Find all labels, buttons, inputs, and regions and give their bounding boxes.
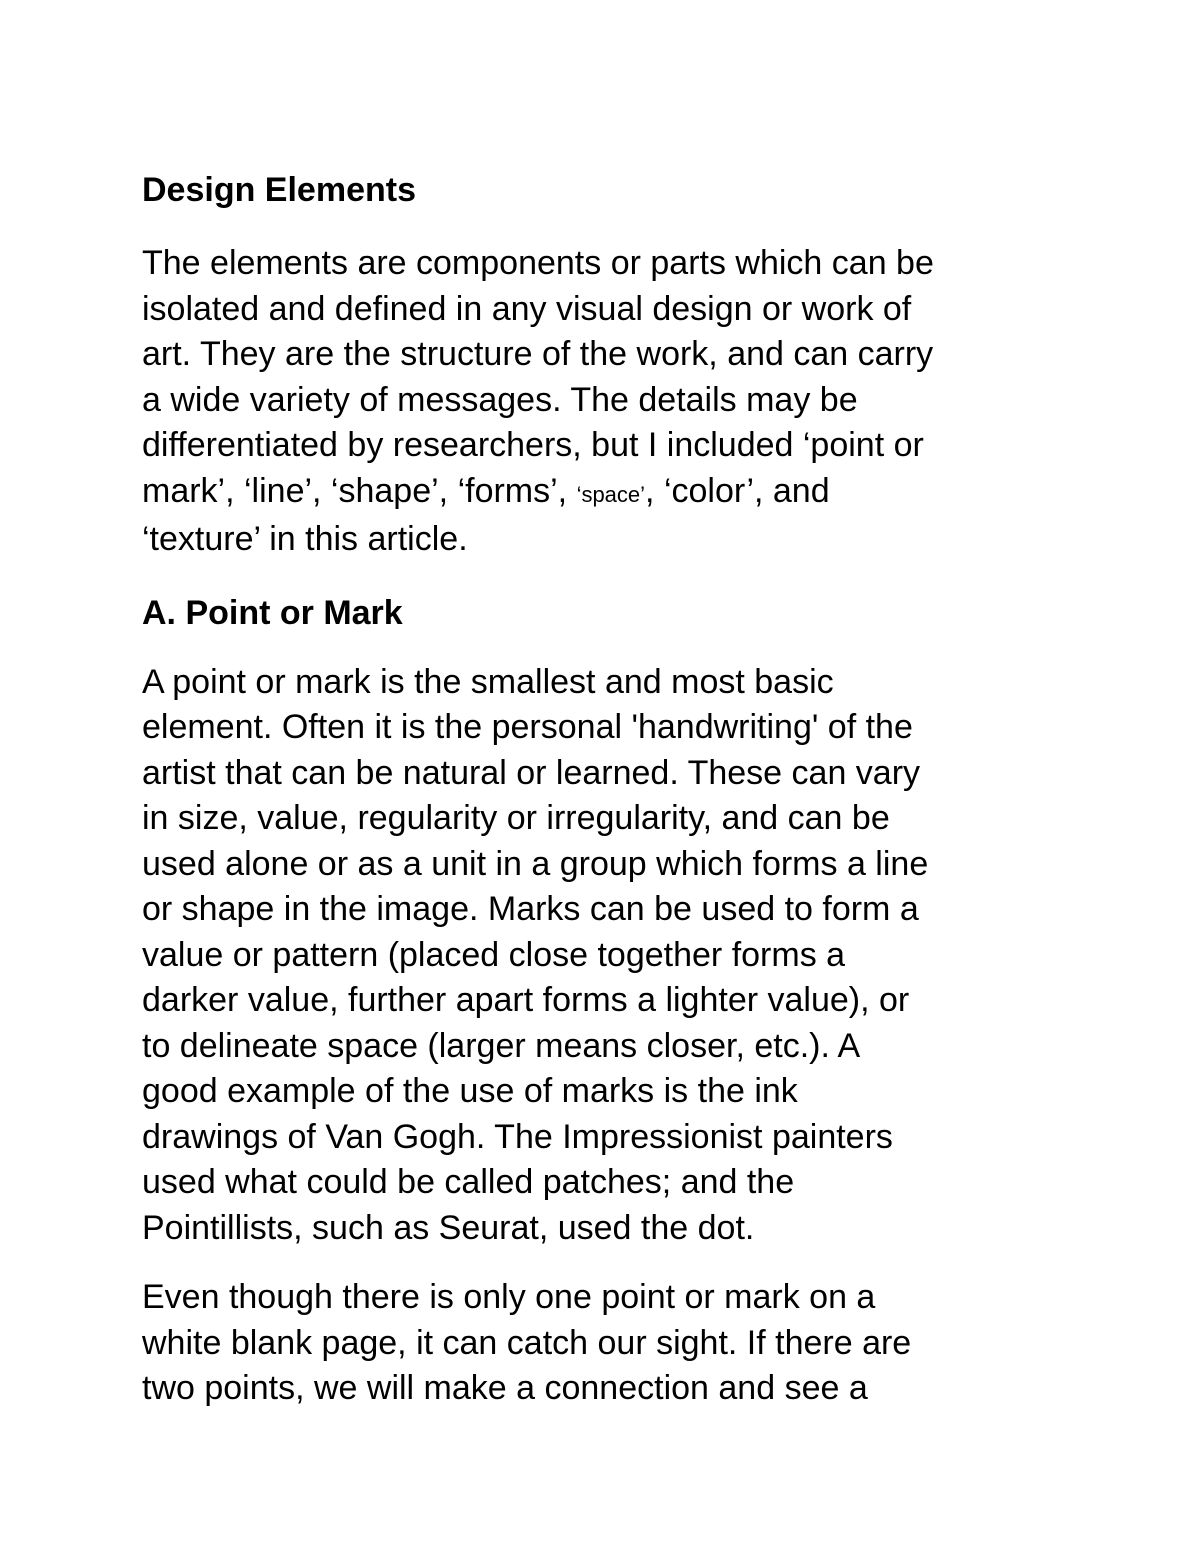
document-title: Design Elements [142,171,416,209]
point-line: used what could be called patches; and the [142,1163,795,1201]
intro-line: isolated and defined in any visual design or work of [142,289,912,328]
point-line: good example of the use of marks is the ink [142,1072,798,1110]
point-line: element. Often it is the personal 'handwriting' of the [142,708,913,746]
point-line: artist that can be natural or learned. These can vary [142,753,921,792]
intro-line: art. They are the structure of the work, and can carry [142,335,934,373]
intro-line-part: , ‘color’, and [645,471,830,510]
point-paragraph [142,660,1072,1252]
even-line: two points, we will make a connection and see a [142,1369,868,1407]
point-line: used alone or as a unit in a group which forms a line [142,844,929,883]
space-term: ‘space’ [576,481,646,507]
point-line: in size, value, regularity or irregularity, and can be [142,799,890,837]
even-line: white blank page, it can catch our sight. If there are [142,1323,912,1362]
point-line: value or pattern (placed close together forms a [142,935,846,974]
intro-line: differentiated by researchers, but I included ‘point or [142,426,924,464]
intro-line [142,469,1072,518]
point-line: A point or mark is the smallest and most basic [142,662,834,701]
intro-paragraph [142,241,1072,563]
even-line: Even though there is only one point or mark on a [142,1278,876,1316]
point-line: drawings of Van Gogh. The Impressionist painters [142,1117,893,1156]
document-content [142,168,1072,1412]
point-line: darker value, further apart forms a lighter value), or [142,981,910,1019]
point-line: or shape in the image. Marks can be used to form a [142,890,919,928]
even-though-paragraph [142,1275,1072,1412]
intro-line: ‘texture’ in this article. [142,520,468,558]
intro-line: a wide variety of messages. The details may be [142,380,858,419]
point-line: to delineate space (larger means closer, etc.). A [142,1026,861,1065]
intro-line-part: mark’, ‘line’, ‘shape’, ‘forms’, [142,471,577,510]
section-heading-point-or-mark: A. Point or Mark [142,593,403,632]
intro-line: The elements are components or parts which can be [142,244,934,282]
point-line: Pointillists, such as Seurat, used the dot. [142,1208,755,1247]
